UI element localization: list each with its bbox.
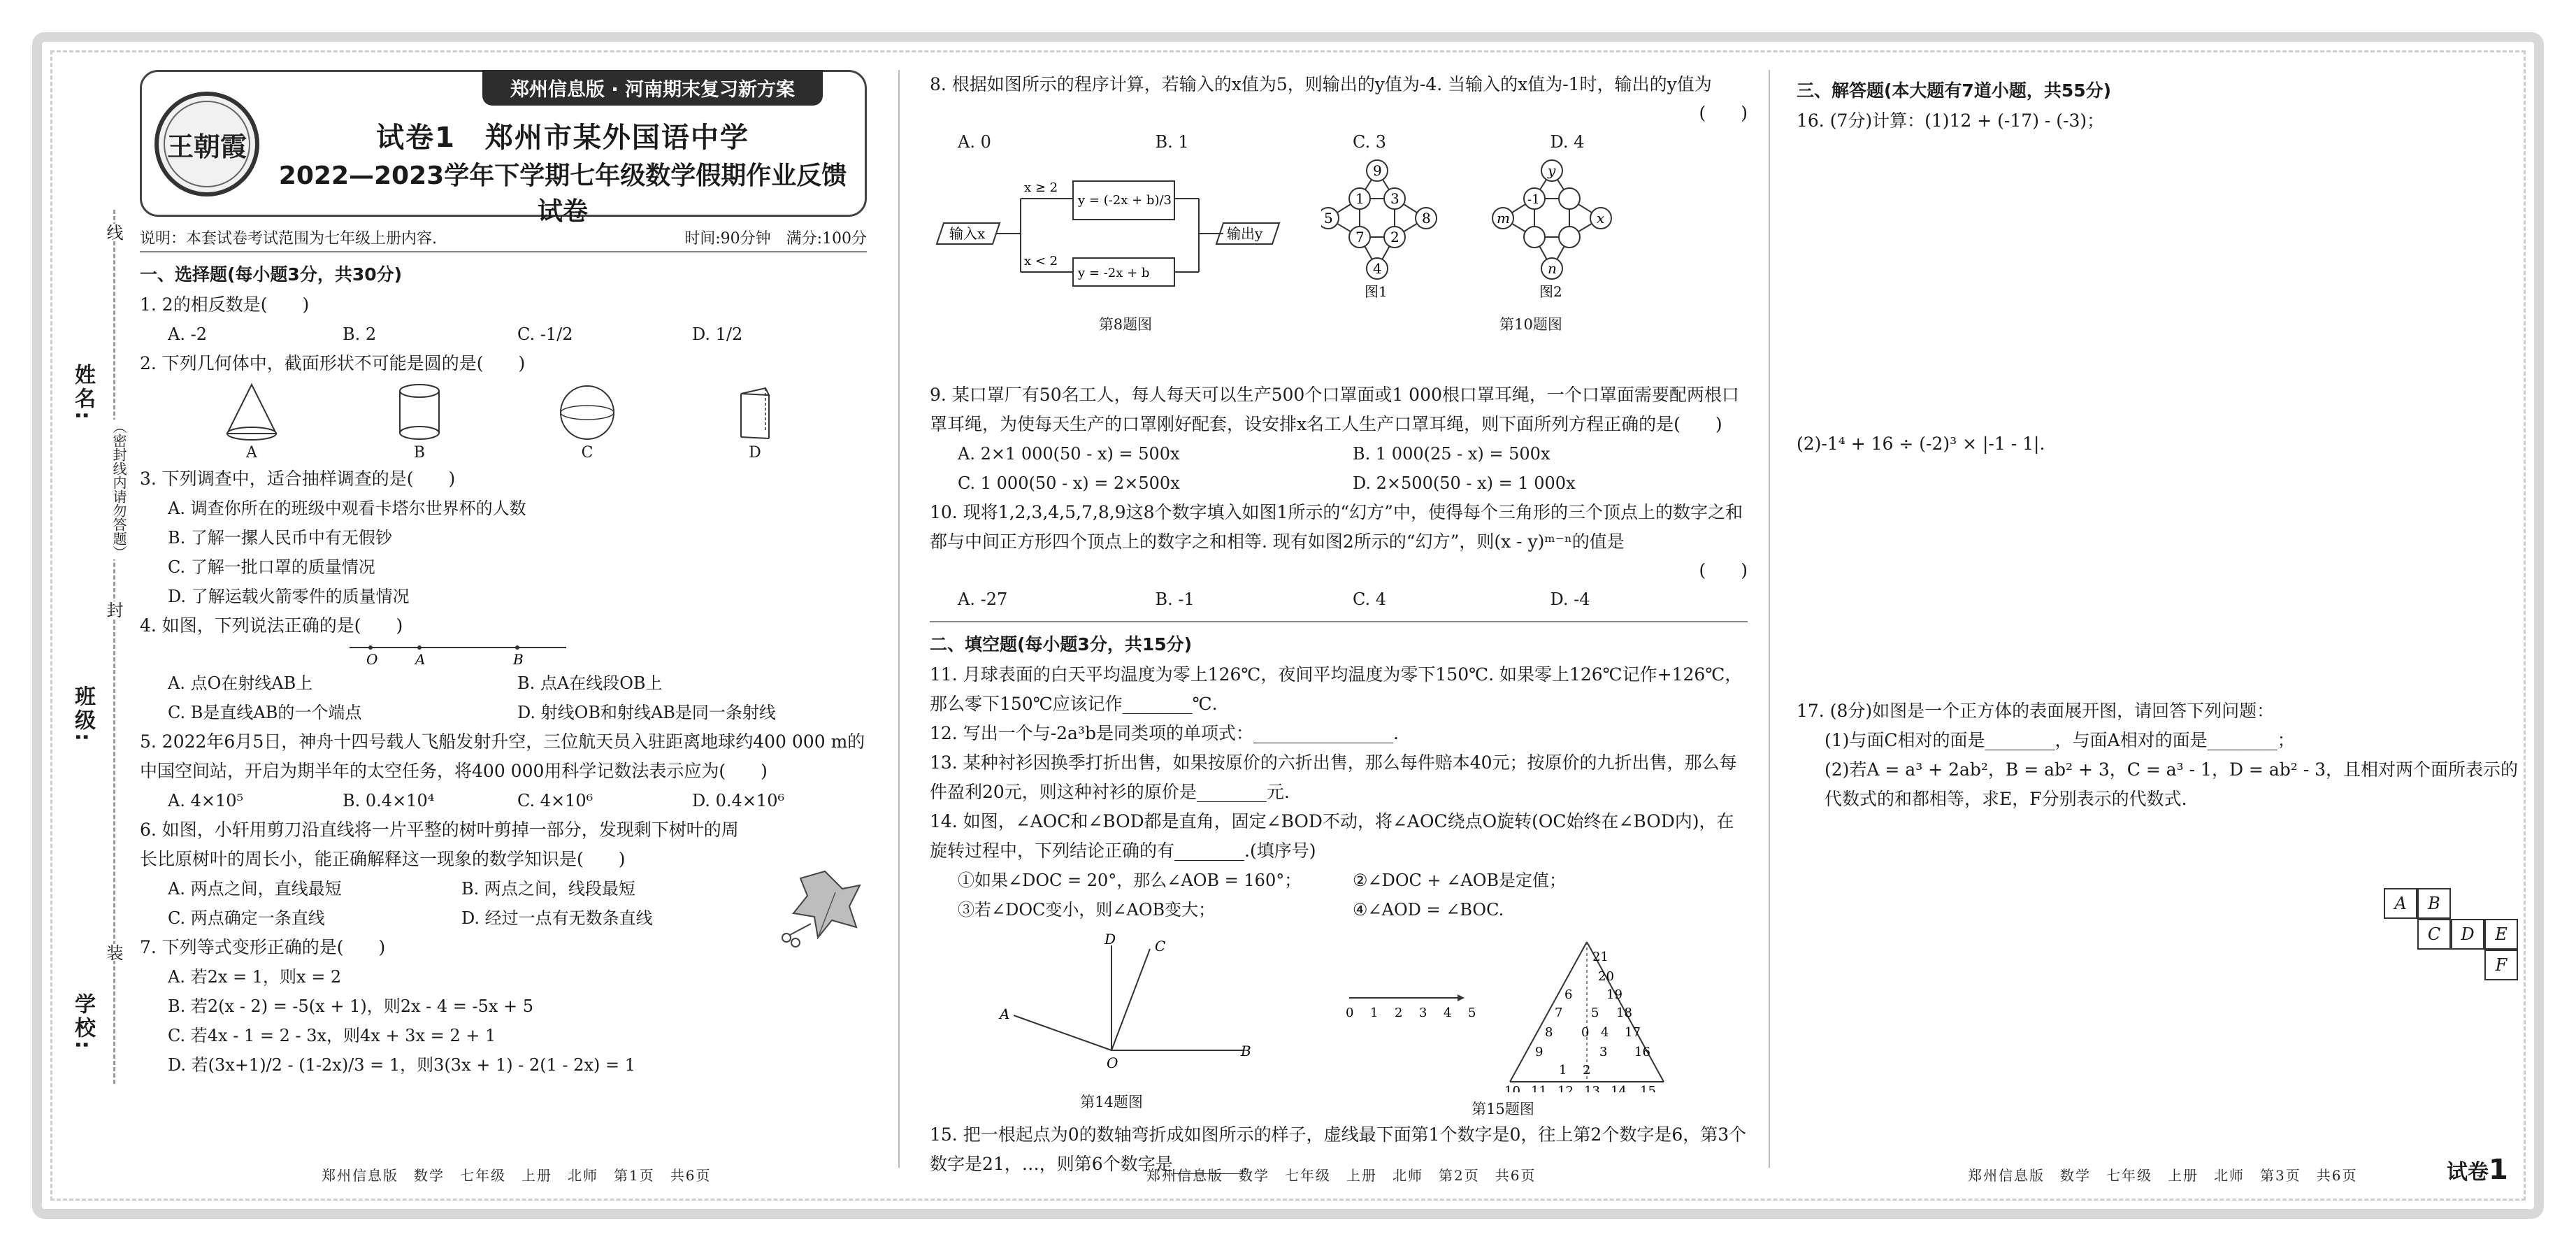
net-face-b: B bbox=[2417, 888, 2451, 919]
exam-subtitle: 2022—2023学年下学期七年级数学假期作业反馈试卷 bbox=[278, 162, 847, 226]
q10-figure bbox=[1321, 157, 1741, 334]
name-label: 姓名: bbox=[71, 364, 95, 422]
q4-option-a: A. 点O在射线AB上 bbox=[168, 673, 313, 693]
binding-strip bbox=[63, 210, 127, 1084]
q8-option-c: C. 3 bbox=[1353, 132, 1387, 152]
q8-option-b: B. 1 bbox=[1155, 132, 1189, 152]
svg-text:4: 4 bbox=[1601, 1025, 1609, 1040]
footer-page-2: 郑州信息版 数学 七年级 上册 北师 第2页 共6页 bbox=[1146, 1167, 1537, 1184]
q2-figures bbox=[140, 378, 867, 464]
svg-text:B: B bbox=[1241, 1043, 1251, 1059]
svg-text:10: 10 bbox=[1504, 1084, 1520, 1092]
q14-q15-figures bbox=[930, 931, 1748, 1120]
q14: 14. 如图，∠AOC和∠BOD都是直角，固定∠BOD不动，将∠AOC绕点O旋转(OC始终在∠BOD内)，在旋转过程中，下列结论正确的有________.(填序号) bbox=[930, 811, 1734, 861]
q3-option-a: A. 调查你所在的班级中观看卡塔尔世界杯的人数 bbox=[168, 499, 526, 518]
section-rule bbox=[930, 621, 1748, 622]
q1-option-d: D. 1/2 bbox=[692, 324, 743, 344]
q8-option-a: A. 0 bbox=[958, 132, 991, 152]
q8-options bbox=[930, 127, 1748, 157]
svg-text:9: 9 bbox=[1535, 1045, 1544, 1059]
q5-option-a: A. 4×10⁵ bbox=[168, 791, 244, 810]
q2-stem: 2. 下列几何体中，截面形状不可能是圆的是( ) bbox=[140, 353, 526, 373]
exam-time: 时间:90分钟 满分:100分 bbox=[684, 230, 867, 248]
svg-text:16: 16 bbox=[1634, 1045, 1650, 1059]
q4-point-a: A bbox=[415, 651, 426, 668]
page-1 bbox=[140, 70, 867, 1080]
q3-option-d: D. 了解运载火箭零件的质量情况 bbox=[168, 587, 410, 606]
q12: 12. 写出一个与-2a³b是同类项的单项式：________________. bbox=[930, 723, 1399, 743]
q3-option-c: C. 了解一批口罩的质量情况 bbox=[168, 557, 375, 577]
q14-options bbox=[930, 866, 1748, 924]
fig1-label: 图1 bbox=[1365, 283, 1388, 300]
paper-number: 试卷1 bbox=[2447, 1154, 2508, 1186]
q1-stem: 1. 2的相反数是( ) bbox=[140, 294, 310, 315]
svg-text:17: 17 bbox=[1625, 1025, 1641, 1040]
q10-option-b: B. -1 bbox=[1155, 589, 1195, 609]
exam-note: 说明：本套试卷考试范围为七年级上册内容. bbox=[140, 230, 437, 248]
info-rule bbox=[140, 251, 867, 252]
q6-option-b: B. 两点之间，线段最短 bbox=[461, 879, 635, 899]
q6-option-c: C. 两点确定一条直线 bbox=[168, 908, 325, 928]
q14-figure bbox=[930, 931, 1293, 1120]
q15-caption: 第15题图 bbox=[1472, 1101, 1534, 1117]
q17-part-1: (1)与面C相对的面是________，与面A相对的面是________； bbox=[1825, 730, 2295, 750]
q8-stem: 8. 根据如图所示的程序计算，若输入的x值为5，则输出的y值为-4. 当输入的x值为-1时，输出的y值为 bbox=[930, 74, 1712, 94]
svg-text:-1: -1 bbox=[1527, 192, 1540, 207]
q5-option-c: C. 4×10⁶ bbox=[517, 791, 593, 810]
q6-stem: 6. 如图，小轩用剪刀沿直线将一片平整的树叶剪掉一部分，发现剩下树叶的周长比原树叶的周长小，能正确解释这一现象的数学知识是( ) bbox=[140, 820, 739, 869]
q10-option-c: C. 4 bbox=[1353, 589, 1387, 609]
mark-seal: 封 bbox=[99, 601, 127, 618]
cone-figure: A bbox=[220, 381, 283, 462]
q7-option-d: D. 若(3x+1)/2 - (1-2x)/3 = 1，则3(3x + 1) - 2(1 - 2x) = 1 bbox=[168, 1055, 636, 1075]
net-face-c: C bbox=[2417, 919, 2451, 950]
q4-point-o: O bbox=[366, 651, 378, 668]
prism-figure: D bbox=[724, 381, 786, 462]
q6-option-a: A. 两点之间，直线最短 bbox=[168, 879, 342, 899]
q4-stem: 4. 如图，下列说法正确的是( ) bbox=[140, 615, 403, 636]
svg-text:0: 0 bbox=[1346, 1006, 1354, 1020]
q14-option-3: ③若∠DOC变小，则∠AOB变大； bbox=[958, 900, 1216, 920]
svg-text:1: 1 bbox=[1355, 190, 1365, 207]
q8-cond-2: x < 2 bbox=[1024, 254, 1058, 269]
svg-text:n: n bbox=[1548, 260, 1557, 277]
q14-option-2: ②∠DOC + ∠AOB是定值； bbox=[1353, 871, 1567, 890]
svg-text:O: O bbox=[1107, 1055, 1118, 1071]
q14-option-4: ④∠AOD = ∠BOC. bbox=[1353, 900, 1504, 920]
q10-options bbox=[930, 585, 1748, 614]
q14-caption: 第14题图 bbox=[1080, 1094, 1143, 1110]
sphere-figure: C bbox=[556, 381, 619, 462]
svg-text:7: 7 bbox=[1355, 229, 1365, 245]
q4-point-b: B bbox=[513, 651, 524, 668]
svg-text:18: 18 bbox=[1616, 1006, 1632, 1020]
q6-option-d: D. 经过一点有无数条直线 bbox=[461, 908, 653, 928]
svg-text:4: 4 bbox=[1444, 1006, 1452, 1020]
svg-text:2: 2 bbox=[1390, 229, 1399, 245]
svg-text:13: 13 bbox=[1584, 1084, 1600, 1092]
q8-option-d: D. 4 bbox=[1550, 132, 1585, 152]
svg-text:15: 15 bbox=[1640, 1084, 1656, 1092]
svg-text:y: y bbox=[1548, 162, 1556, 179]
q5-stem: 5. 2022年6月5日，神舟十四号载人飞船发射升空，三位航天员入驻距离地球约400 000 m的中国空间站，开启为期半年的太空任务，将400 000用科学记数法表示应为( ) bbox=[140, 731, 865, 781]
svg-text:8: 8 bbox=[1422, 210, 1431, 227]
section-3-heading: 三、解答题(本大题有7道小题，共55分) bbox=[1797, 80, 2112, 101]
leaf-icon bbox=[776, 864, 867, 948]
svg-text:21: 21 bbox=[1592, 950, 1609, 964]
svg-text:5: 5 bbox=[1324, 210, 1333, 227]
svg-text:7: 7 bbox=[1555, 1006, 1563, 1020]
svg-text:x: x bbox=[1597, 210, 1605, 227]
q8-input-label: 输入x bbox=[949, 225, 986, 242]
q8-cond-1: x ≥ 2 bbox=[1024, 180, 1058, 195]
exam-header bbox=[140, 70, 867, 226]
q14-option-1: ①如果∠DOC = 20°，那么∠AOB = 160°； bbox=[958, 871, 1302, 890]
svg-text:20: 20 bbox=[1598, 969, 1614, 984]
q10-stem: 10. 现将1,2,3,4,5,7,8,9这8个数字填入如图1所示的“幻方”中，使得每个三角形的三个顶点上的数字之和都与中间正方形四个顶点上的数字之和相等. 现有如图2所示的“幻方”，则(x - y)ᵐ⁻ⁿ的值是 bbox=[930, 502, 1743, 552]
q1-option-b: B. 2 bbox=[343, 324, 377, 344]
q6-block bbox=[140, 815, 867, 933]
svg-text:4: 4 bbox=[1373, 260, 1382, 277]
q9-options bbox=[930, 439, 1748, 498]
q7-stem: 7. 下列等式变形正确的是( ) bbox=[140, 937, 386, 957]
net-face-a: A bbox=[2384, 888, 2417, 919]
q5-options bbox=[140, 786, 867, 815]
q16-part-1: 16. (7分)计算：(1)12 + (-17) - (-3)； bbox=[1797, 110, 2105, 131]
svg-text:2: 2 bbox=[1395, 1006, 1403, 1020]
q10-caption: 第10题图 bbox=[1499, 316, 1562, 333]
column-divider-1 bbox=[898, 70, 900, 1168]
q16-part-2: (2)-1⁴ + 16 ÷ (-2)³ × |-1 - 1|. bbox=[1797, 434, 2045, 454]
edition-badge: 郑州信息版 · 河南期末复习新方案 bbox=[482, 70, 823, 106]
q7-option-a: A. 若2x = 1，则x = 2 bbox=[168, 967, 342, 987]
svg-text:6: 6 bbox=[1564, 987, 1573, 1002]
q6-options bbox=[140, 874, 867, 933]
exam-info bbox=[140, 227, 867, 248]
svg-text:D: D bbox=[1104, 931, 1116, 948]
svg-text:14: 14 bbox=[1611, 1084, 1627, 1092]
q8-output-label: 输出y bbox=[1227, 225, 1263, 242]
net-face-d: D bbox=[2451, 919, 2484, 950]
q11: 11. 月球表面的白天平均温度为零上126℃，夜间平均温度为零下150℃. 如果零上126℃记作+126℃，那么零下150℃应该记作________℃. bbox=[930, 664, 1743, 714]
mark-bind: 装 bbox=[99, 944, 127, 961]
footer-page-3: 郑州信息版 数学 七年级 上册 北师 第3页 共6页 bbox=[1968, 1167, 2358, 1184]
q9-option-a: A. 2×1 000(50 - x) = 500x bbox=[958, 444, 1180, 464]
svg-text:A: A bbox=[1000, 1006, 1010, 1022]
q15: 15. 把一根起点为0的数轴弯折成如图所示的样子，虚线最下面第1个数字是0，往上第2个数字是6，第3个数字是21，…，则第6个数字是________. bbox=[930, 1124, 1747, 1174]
magic-square-1 bbox=[1321, 160, 1437, 300]
q8-figure bbox=[930, 157, 1321, 334]
svg-text:5: 5 bbox=[1468, 1006, 1476, 1020]
svg-text:2: 2 bbox=[1583, 1063, 1591, 1078]
svg-text:3: 3 bbox=[1390, 190, 1399, 207]
q9-option-d: D. 2×500(50 - x) = 1 000x bbox=[1353, 473, 1576, 493]
net-face-f: F bbox=[2484, 950, 2518, 980]
svg-text:0: 0 bbox=[1581, 1025, 1590, 1040]
exam-title: 试卷1 郑州市某外国语中学 bbox=[376, 122, 749, 154]
section-1-heading: 一、选择题(每小题3分，共30分) bbox=[140, 264, 403, 285]
svg-text:1: 1 bbox=[1370, 1006, 1379, 1020]
school-label: 学校: bbox=[71, 993, 95, 1052]
svg-text:12: 12 bbox=[1557, 1084, 1574, 1092]
q4-option-b: B. 点A在线段OB上 bbox=[517, 673, 663, 693]
q8-formula-2: y = -2x + b bbox=[1078, 266, 1150, 280]
logo bbox=[154, 92, 259, 196]
q3-stem: 3. 下列调查中，适合抽样调查的是( ) bbox=[140, 469, 456, 489]
q7-option-c: C. 若4x - 1 = 2 - 3x，则4x + 3x = 2 + 1 bbox=[168, 1026, 496, 1045]
q9-option-b: B. 1 000(25 - x) = 500x bbox=[1353, 444, 1550, 464]
svg-text:8: 8 bbox=[1545, 1025, 1553, 1040]
svg-text:3: 3 bbox=[1599, 1045, 1608, 1059]
column-divider-2 bbox=[1769, 70, 1770, 1168]
svg-text:5: 5 bbox=[1591, 1006, 1599, 1020]
q15-figure bbox=[1293, 931, 1713, 1120]
q10-paren: ( ) bbox=[1699, 560, 1748, 580]
q8-q10-figures bbox=[930, 157, 1748, 380]
q17-stem: 17. (8分)如图是一个正方体的表面展开图，请回答下列问题： bbox=[1797, 701, 2275, 721]
net-face-e: E bbox=[2484, 919, 2518, 950]
fig2-label: 图2 bbox=[1539, 283, 1562, 300]
q4-options bbox=[140, 669, 867, 727]
page-2 bbox=[930, 70, 1748, 1179]
svg-text:9: 9 bbox=[1373, 162, 1382, 179]
svg-text:11: 11 bbox=[1531, 1084, 1547, 1092]
mark-line: 线 bbox=[99, 224, 127, 241]
q3-option-b: B. 了解一摞人民币中有无假钞 bbox=[168, 528, 392, 548]
q10-option-d: D. -4 bbox=[1550, 589, 1590, 609]
q17-part-2: (2)若A = a³ + 2ab²，B = ab² + 3，C = a³ - 1，D = ab² - 3，且相对两个面所表示的代数式的和都相等，求E，F分别表示的代数式. bbox=[1825, 759, 2519, 809]
q10-option-a: A. -27 bbox=[958, 589, 1008, 609]
q5-option-b: B. 0.4×10⁴ bbox=[343, 791, 435, 810]
svg-text:1: 1 bbox=[1559, 1063, 1567, 1078]
q8-formula-1: y = (-2x + b)/3 bbox=[1078, 193, 1172, 208]
q8-caption: 第8题图 bbox=[1098, 316, 1153, 333]
q1-options bbox=[140, 320, 867, 349]
q4-option-c: C. B是直线AB的一个端点 bbox=[168, 703, 362, 722]
q4-figure bbox=[140, 641, 867, 669]
q5-option-d: D. 0.4×10⁶ bbox=[692, 791, 785, 810]
svg-text:3: 3 bbox=[1419, 1006, 1427, 1020]
logo-text: 王朝霞 bbox=[164, 101, 250, 187]
svg-text:19: 19 bbox=[1606, 987, 1622, 1002]
svg-text:C: C bbox=[1155, 938, 1166, 955]
svg-text:m: m bbox=[1497, 210, 1510, 227]
seal-note: （密封线内请勿答题） bbox=[99, 420, 127, 559]
section-2-heading: 二、填空题(每小题3分，共15分) bbox=[930, 634, 1193, 655]
class-label: 班级: bbox=[71, 685, 95, 744]
footer-page-1: 郑州信息版 数学 七年级 上册 北师 第1页 共6页 bbox=[322, 1167, 712, 1184]
q9-option-c: C. 1 000(50 - x) = 2×500x bbox=[958, 473, 1180, 493]
q7-option-b: B. 若2(x - 2) = -5(x + 1)，则2x - 4 = -5x + 5 bbox=[168, 996, 534, 1016]
magic-square-2 bbox=[1492, 160, 1611, 300]
page-3 bbox=[1797, 70, 2524, 814]
q13: 13. 某种衬衫因换季打折出售，如果按原价的六折出售，那么每件赔本40元；按原价的九折出售，那么每件盈利20元，则这种衬衫的原价是________元. bbox=[930, 752, 1737, 802]
q9-stem: 9. 某口罩厂有50名工人，每人每天可以生产500个口罩面或1 000根口罩耳绳，一个口罩面需要配两根口罩耳绳，为使每天生产的口罩刚好配套，设安排x名工人生产口罩耳绳，则下面所列方程正确的是( ) bbox=[930, 385, 1739, 434]
q1-option-c: C. -1/2 bbox=[517, 324, 573, 344]
q1-option-a: A. -2 bbox=[168, 324, 207, 344]
q8-paren: ( ) bbox=[1699, 103, 1748, 123]
cylinder-figure: B bbox=[388, 381, 451, 462]
q4-option-d: D. 射线OB和射线AB是同一条射线 bbox=[517, 703, 776, 722]
